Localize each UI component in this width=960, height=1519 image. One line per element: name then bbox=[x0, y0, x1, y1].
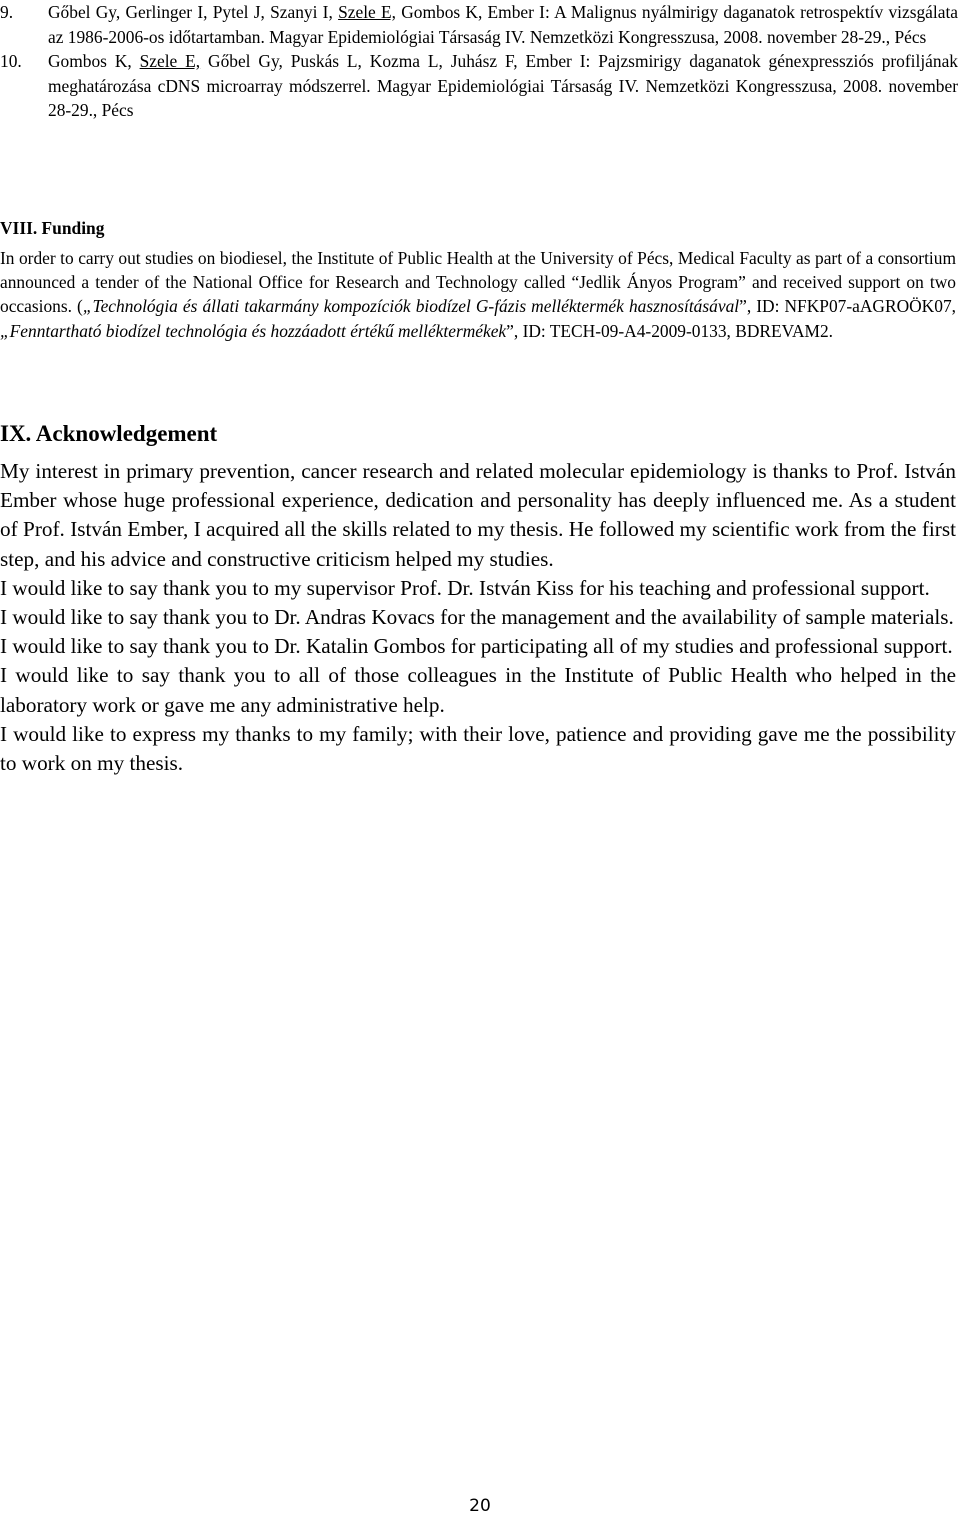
acknowledgement-section bbox=[0, 419, 956, 778]
reference-number: 10. bbox=[0, 51, 22, 71]
reference-text: Gőbel Gy, Gerlinger I, Pytel J, Szanyi I, bbox=[48, 2, 339, 22]
reference-author-underlined: Szele E, bbox=[139, 51, 201, 71]
funding-project-id: ”, ID: NFKP07-aAGROÖK07, bbox=[739, 296, 956, 317]
reference-item bbox=[0, 0, 958, 49]
funding-section bbox=[0, 216, 956, 343]
funding-heading: VIII. Funding bbox=[0, 218, 105, 238]
reference-number: 9. bbox=[0, 2, 14, 22]
acknowledgement-paragraph: My interest in primary prevention, cancer research and related molecular epidemiology is thanks to Prof. István Ember whose huge professional experience, dedication and personality has deeply influenced me. As a student of Prof. István Ember, I acquired all the skills related to my thesis. He followed my scientific work from the first step, and his advice and constructive criticism helped my studies. bbox=[0, 459, 956, 571]
funding-intro: In order to carry out studies on biodiesel, the Institute of Public Health at the University of Pécs, Medical Faculty as part of a consortium announced a tender of the National Office for Research and Technology called “Jedlik Ányos Program” and received support on two occasions. ( bbox=[0, 248, 956, 317]
reference-list bbox=[0, 0, 958, 123]
acknowledgement-paragraph: I would like to say thank you to Dr. Katalin Gombos for participating all of my studies and professional support. bbox=[0, 634, 953, 659]
reference-author-underlined: Szele E, bbox=[338, 2, 396, 22]
acknowledgement-paragraph: I would like to express my thanks to my family; with their love, patience and providing gave me the possibility to work on my thesis. bbox=[0, 721, 956, 776]
acknowledgement-paragraph: I would like to say thank you to all of those colleagues in the Institute of Public Health who helped in the laboratory work or gave me any administrative help. bbox=[0, 663, 956, 717]
funding-paragraph bbox=[0, 246, 956, 343]
acknowledgement-paragraph: I would like to say thank you to Dr. Andras Kovacs for the management and the availability of sample materials. bbox=[0, 605, 954, 630]
acknowledgement-heading: IX. Acknowledgement bbox=[0, 421, 218, 446]
funding-project-id: ”, ID: TECH-09-A4-2009-0133, BDREVAM2. bbox=[506, 320, 834, 341]
page-number: 20 bbox=[469, 1496, 491, 1516]
funding-project-title: „Fenntartható biodízel technológia és hozzáadott értékű melléktermékek bbox=[0, 320, 507, 341]
reference-text: Gőbel Gy, Puskás L, Kozma L, Juhász F, Ember I: Pajzsmirigy daganatok génexpressziós profiljának meghatározása cDNS microarray módszerrel. Magyar Epidemiológiai Társaság IV. Nemzetközi Kongresszusa, 2008. november 28-29., Pécs bbox=[48, 51, 958, 120]
reference-text: Gombos K, Ember I: A Malignus nyálmirigy daganatok retrospektív vizsgálata az 1986-2006-os időtartamban. Magyar Epidemiológiai Társaság IV. Nemzetközi Kongresszusa, 2008. november 28-29., Pécs bbox=[48, 2, 958, 47]
reference-item bbox=[0, 49, 958, 123]
reference-text: Gombos K, bbox=[48, 51, 140, 71]
acknowledgement-paragraph: I would like to say thank you to my supervisor Prof. Dr. István Kiss for his teaching and professional support. bbox=[0, 575, 930, 600]
funding-project-title: „Technológia és állati takarmány kompozíciók biodízel G-fázis melléktermék hasznosításával bbox=[82, 296, 740, 317]
